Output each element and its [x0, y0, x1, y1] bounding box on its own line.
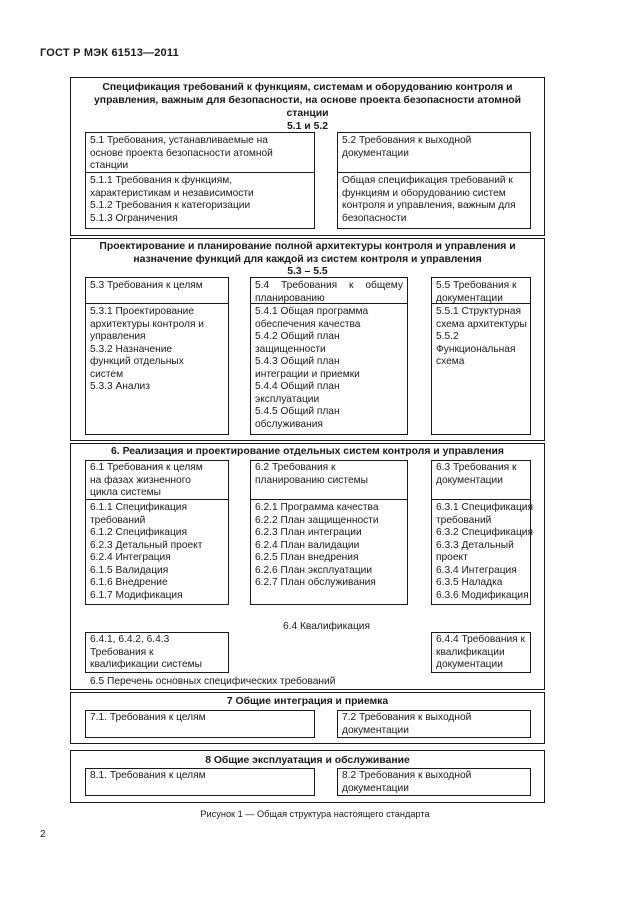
section2-ref: 5.3 – 5.5 — [287, 266, 328, 277]
box-7-2-line: 7.2 Требования к выходной — [342, 712, 472, 723]
box-6-2-item: 6.2.6 План эксплуатации — [255, 564, 373, 576]
box-6-2-divider — [250, 499, 408, 500]
section5-title: 8 Общие эксплуатация и обслуживание — [205, 755, 410, 766]
box-6-1-item: 6.1.6 Внедрение — [90, 577, 168, 588]
box-5-1-item: 5.1.1 Требования к функциям, — [90, 175, 233, 186]
box-6-2-item: 6.2.3 План интеграции — [255, 527, 362, 538]
box-7-1-line: 7.1. Требования к целям — [90, 712, 206, 723]
box-6-3-item: 6.3.2 Спецификация — [436, 527, 534, 538]
box-6-3-heading: документации — [436, 474, 503, 486]
box-5-3-heading: 5.3 Требования к целям — [90, 280, 203, 291]
box-6-4-left-line: 6.4.1, 6.4.2, 6.4.3 — [90, 634, 170, 645]
box-5-5-heading: документации — [436, 292, 503, 304]
box-5-3-item: 5.3.1 Проектирование — [90, 306, 195, 317]
box-6-3-item: требований — [436, 514, 492, 526]
box-8-2-line: документации — [342, 782, 409, 794]
box-5-4-item: 5.4.2 Общий план — [255, 331, 340, 342]
box-5-3-item: архитектуры контроля и — [90, 318, 204, 330]
box-5-5-item: схема архитектуры — [436, 318, 527, 330]
section2-title-line: Проектирование и планирование полной архитектуры контроля и управления и — [99, 241, 516, 252]
box-8-2-line: 8.2 Требования к выходной — [342, 770, 472, 781]
box-6-4-left-line: Требования к — [90, 646, 154, 658]
box-6-1-heading: 6.1 Требования к целям — [90, 462, 203, 473]
box-8-1-line: 8.1. Требования к целям — [90, 770, 206, 781]
box-6-1-item: 6.2.4 Интеграция — [90, 552, 171, 563]
box-6-4-right-line: 6.4.4 Требования к — [436, 634, 525, 645]
box-5-2-item: Общая спецификация требований к — [342, 175, 513, 186]
box-5-3-item: функций отдельных — [90, 356, 184, 367]
box-5-4-item: обеспечения качества — [255, 318, 361, 330]
box-6-2-item: 6.2.2 План защищенности — [255, 514, 379, 526]
box-6-1-heading: на фазах жизненного — [90, 474, 191, 486]
box-5-4-item: интеграции и приемки — [255, 368, 360, 380]
box-5-2-divider — [337, 172, 531, 173]
box-7-2-line: документации — [342, 724, 409, 736]
box-6-3-divider — [431, 499, 531, 500]
box-5-4-item: защищенности — [255, 343, 326, 355]
box-6-2-heading: планированию системы — [255, 474, 368, 486]
box-5-3-item: управления — [90, 331, 146, 342]
box-5-1-item: 5.1.3 Ограничения — [90, 212, 178, 224]
box-6-2-item: 6.2.7 План обслуживания — [255, 577, 376, 588]
box-6-1-heading: цикла системы — [90, 487, 161, 498]
box-5-4-heading: планированию — [255, 292, 325, 304]
box-5-2-heading: 5.2 Требования к выходной — [342, 135, 472, 146]
section4-title: 7 Общие интеграция и приемка — [226, 696, 389, 707]
box-5-1-item: 5.1.2 Требования к категоризации — [90, 200, 251, 211]
box-5-1-item: характеристикам и независимости — [90, 187, 254, 199]
box-6-3-item: проект — [436, 552, 468, 563]
box-5-4-item: 5.4.1 Общая программа — [255, 306, 369, 317]
qualification-label: 6.4 Квалификация — [283, 621, 370, 632]
box-5-2-item: функциям и оборудованию систем — [342, 187, 506, 199]
box-6-2-item: 6.2.1 Программа качества — [255, 502, 379, 513]
box-6-3-item: 6.3.3 Детальный — [436, 539, 514, 551]
document-header: ГОСТ Р МЭК 61513—2011 — [40, 47, 179, 59]
specific-requirements-list-label: 6.5 Перечень основных специфических требований — [90, 676, 336, 687]
page-number: 2 — [40, 829, 46, 840]
box-6-2-item: 6.2.4 План валидации — [255, 539, 360, 551]
box-5-2-heading: документации — [342, 147, 409, 159]
box-5-5-heading: 5.5 Требования к — [436, 280, 517, 291]
section1-title-line: станции — [286, 108, 329, 119]
box-5-4-item: эксплуатации — [255, 393, 320, 405]
box-6-2-heading: 6.2 Требования к — [255, 462, 336, 473]
box-6-3-heading: 6.3 Требования к — [436, 462, 517, 473]
box-5-5-item: 5.5.2 — [436, 331, 459, 342]
box-5-4-item: обслуживания — [255, 418, 323, 430]
box-5-1-heading: 5.1 Требования, устанавливаемые на — [90, 135, 268, 146]
box-6-1-item: 6.1.2 Спецификация — [90, 527, 188, 538]
box-6-4-right-line: квалификации — [436, 646, 505, 658]
box-5-2-item: контроля и управления, важным для — [342, 200, 516, 211]
box-5-3-item: систем — [90, 368, 124, 380]
section2-title-line: назначение функций для каждой из систем контроля и управления — [133, 253, 482, 265]
section1-ref: 5.1 и 5.2 — [286, 121, 329, 132]
section3-title: 6. Реализация и проектирование отдельных систем контроля и управления — [111, 446, 504, 457]
box-5-3-item: 5.3.2 Назначение — [90, 343, 173, 355]
box-5-3-item: 5.3.3 Анализ — [90, 381, 150, 392]
section1-title-line: управления, важным для безопасности, на основе проекта безопасности атомной — [94, 95, 521, 106]
box-6-1-item: 6.1.7 Модификация — [90, 589, 183, 601]
box-5-2-item: безопасности — [342, 212, 407, 224]
box-5-5-item: 5.5.1 Структурная — [436, 306, 521, 317]
box-6-3-item: 6.3.1 Спецификация — [436, 502, 534, 513]
box-5-4-item: 5.4.3 Общий план — [255, 356, 340, 367]
box-5-3-divider — [85, 303, 229, 304]
box-6-1-item: 6.2.3 Детальный проект — [90, 539, 203, 551]
box-6-4-right-line: документации — [436, 659, 503, 670]
box-6-4-left-line: квалификации системы — [90, 659, 202, 670]
box-6-3-item: 6.3.5 Наладка — [436, 577, 503, 588]
section1-title-line: Спецификация требований к функциям, системам и оборудованию контроля и — [102, 82, 513, 93]
figure-caption: Рисунок 1 — Общая структура настоящего стандарта — [200, 809, 430, 819]
box-5-1-heading: станции — [90, 160, 129, 171]
box-6-1-item: требований — [90, 514, 146, 526]
box-6-2-item: 6.2.5 План внедрения — [255, 552, 359, 563]
box-6-1-item: 6.1.1 Спецификация — [90, 502, 188, 513]
box-6-3-item: 6.3.6 Модификация — [436, 589, 529, 601]
box-5-4-item: 5.4.4 Общий план — [255, 381, 340, 392]
box-6-3-item: 6.3.4 Интеграция — [436, 564, 517, 576]
box-5-1-heading: основе проекта безопасности атомной — [90, 147, 273, 159]
box-5-4-heading: 5.4 Требования к общему — [255, 280, 403, 291]
box-6-1-item: 6.1.5 Валидация — [90, 564, 169, 576]
box-5-5-item: схема — [436, 356, 465, 367]
box-5-4-item: 5.4.5 Общий план — [255, 406, 340, 417]
box-5-5-item: Функциональная — [436, 343, 516, 355]
